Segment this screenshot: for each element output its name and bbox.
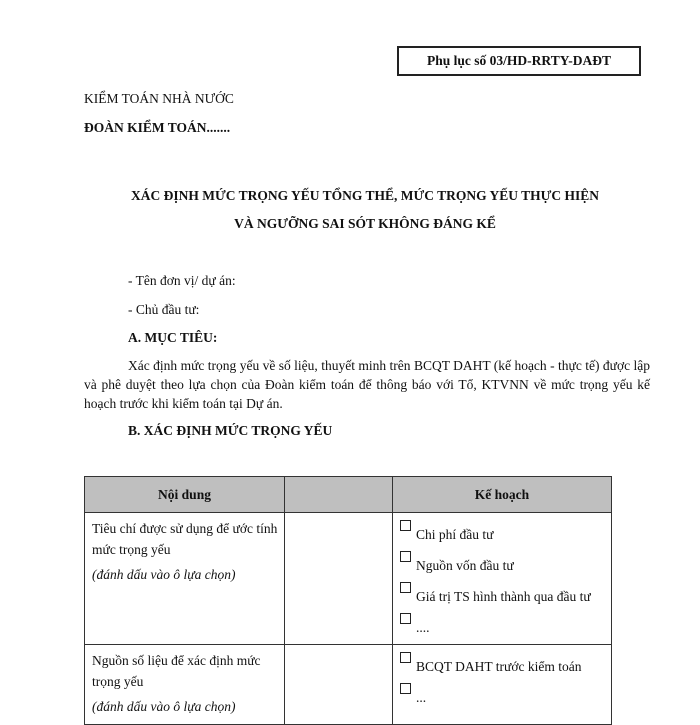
option-item[interactable]	[394, 519, 610, 550]
row-content: Tiêu chí được sử dụng để ước tính mức trọng yếu	[92, 521, 278, 557]
option-item[interactable]	[394, 550, 610, 581]
option-label: BCQT DAHT trước kiểm toán	[416, 659, 582, 674]
section-a-heading: A. MỤC TIÊU:	[128, 330, 218, 345]
row-content-cell	[85, 645, 285, 725]
section-b-heading: B. XÁC ĐỊNH MỨC TRỌNG YẾU	[128, 423, 333, 438]
document-title-line-2: VÀ NGƯỠNG SAI SÓT KHÔNG ĐÁNG KỂ	[234, 216, 496, 231]
header-plan: Kế hoạch	[393, 477, 612, 513]
option-label: Giá trị TS hình thành qua đầu tư	[416, 589, 591, 604]
row-note: (đánh dấu vào ô lựa chọn)	[92, 699, 236, 714]
checkbox-icon[interactable]	[400, 582, 411, 593]
row-content: Nguồn số liệu để xác định mức trọng yếu	[92, 653, 261, 689]
empty-cell	[285, 513, 393, 645]
option-label: ...	[416, 690, 427, 705]
header-blank	[285, 477, 393, 513]
option-item[interactable]	[394, 581, 610, 612]
option-item[interactable]	[394, 651, 610, 682]
table-row	[85, 513, 612, 645]
options-cell	[393, 645, 612, 725]
audit-team-name: ĐOÀN KIỂM TOÁN.......	[84, 120, 231, 135]
document-title-line-1: XÁC ĐỊNH MỨC TRỌNG YẾU TỔNG THỂ, MỨC TRỌNG YẾU THỰC HIỆN	[130, 188, 600, 203]
option-label: Nguồn vốn đầu tư	[416, 558, 514, 573]
option-item[interactable]	[394, 612, 610, 643]
table-row	[85, 645, 612, 725]
option-label: ....	[416, 620, 430, 635]
row-note: (đánh dấu vào ô lựa chọn)	[92, 567, 236, 582]
unit-name-field: - Tên đơn vị/ dự án:	[128, 273, 236, 288]
checkbox-icon[interactable]	[400, 551, 411, 562]
checkbox-icon[interactable]	[400, 520, 411, 531]
header-content: Nội dung	[85, 477, 285, 513]
option-label: Chi phí đầu tư	[416, 527, 494, 542]
option-item[interactable]	[394, 682, 610, 713]
table-header-row	[85, 477, 612, 513]
empty-cell	[285, 645, 393, 725]
options-cell	[393, 513, 612, 645]
appendix-label: Phụ lục số 03/HD-RRTY-DAĐT	[397, 46, 641, 76]
organization-name: KIỂM TOÁN NHÀ NƯỚC	[84, 91, 234, 106]
investor-field: - Chủ đầu tư:	[128, 302, 200, 317]
materiality-table	[84, 476, 612, 725]
checkbox-icon[interactable]	[400, 613, 411, 624]
section-a-text: Xác định mức trọng yếu về số liệu, thuyết minh trên BCQT DAHT (kế hoạch - thực tế) được lập và phê duyệt theo lựa chọn của Đoàn kiểm toán để thông báo với Tổ, KTVNN về mức trọng yếu kế hoạch trước khi kiểm toán tại Dự án.	[84, 358, 650, 411]
checkbox-icon[interactable]	[400, 652, 411, 663]
checkbox-icon[interactable]	[400, 683, 411, 694]
row-content-cell	[85, 513, 285, 645]
